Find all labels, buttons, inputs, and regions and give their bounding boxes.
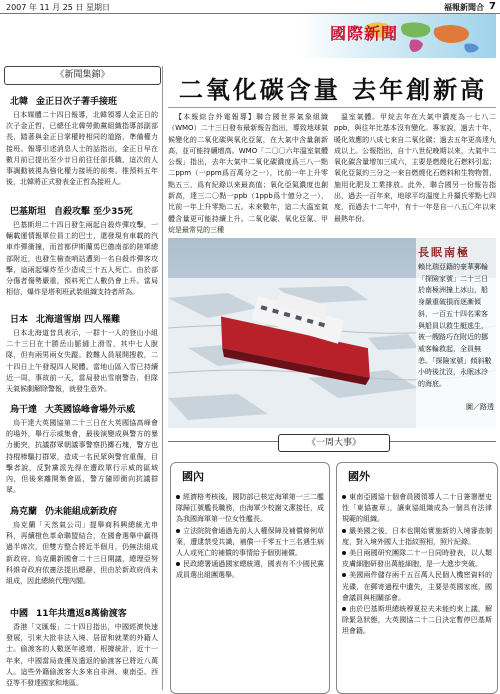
list-item: 由於巴基斯坦總統穆夏拉夫未能約束上議，解除緊急狀態，大英國協二十二日決定暫停巴基斯坦會籍。 (342, 605, 492, 636)
article-headline: 二氧化碳含量 去年創新高 (178, 75, 488, 104)
digest-item-body: 香港「文匯報」二十四日指出，中國經濟快速發展，引來大批非法入境、居留和就業的外籍人士。偷渡客的人數逐年遞增，根據統計，近十一年來，中國當局查獲及遣返的偷渡客已將近八萬人。這些外籍偷渡客大多來自非洲、東南亞、西亞等不發達國家和地區。 (6, 623, 158, 688)
photo-caption-text: 賴比瑞亞籍的豪華郵輪「探險家號」二十三日於南極洲撞上冰山，船身嚴重破損而逐漸傾斜，一百五十四名乘客與船員以救生艇逃生，被一艘路巧在附近的挪威客輪救起，全員無恙。「探險家號」傾斜數小時後沈沒，永眠冰冷的海底。 (418, 263, 492, 389)
digest-item-body: 日本媒體二十四日報導，北韓領導人金正日的次子金正哲，已總任北韓勞動黨組織指導部副部長，踏著與金正日掌權時相同的道路，準備權力接班。報導引述消息人士的話指出，金正日早在數月前已提出至少廿日前往任部長職，這次的人事調動被視為強化權力接班的前奏。推預料五年後，北韓將正式發表金正哲為接班人。 (6, 111, 158, 187)
issue-date: 2007 年 11 月 25 日 星期日 (6, 3, 110, 12)
digest-item-place: 巴基斯坦 (10, 207, 47, 217)
digest-item-heading (10, 204, 133, 217)
weekly-section-title: 《一周大事》 (278, 434, 390, 452)
list-item: 經濟格考核後，國防部已核定海軍第一三二艦隊歸江號艦長職務，由海軍少校謝文潔接任，成為我國海軍第一位女性艦長。 (176, 493, 324, 524)
bullet-icon (342, 495, 346, 499)
article-body-col2: 溫室氣體。甲烷去年在大氣中濃度為一七八二ppb，與往年比基本沒有變化。專家說，過去十年，暖化效應的八成七來自二氧化碳；過去五年更高達九成以上。公報指出，自十八世紀晚期以來，大氣中二氧化碳含量增加三成六，主要是燃燒化石燃料引起；氧化亞氮約三分之一來自燃燒化石燃料和生物物質、施用化肥及工業排放。此外，聯合國另一份報告指出，過去一百年來，地球平均溫度上升攝氏零點七四度，而過去十二年中，有十一年是自一八五〇年以來最熱年份。 (334, 113, 496, 223)
bullet-icon (342, 607, 346, 611)
digest-item-place: 烏干達 (10, 405, 38, 415)
digest-item-title: 北海道雪崩 四人罹難 (36, 315, 121, 325)
domestic-list (176, 492, 324, 686)
photo-credit: 圖／路透 (466, 403, 494, 411)
page-number: 7 (489, 1, 496, 12)
digest-item-body: 烏干達大英國協第二十三日在大英國協高峰會的場外，舉行示威集會，最後演變成與警方的暴力衝突，抗議群眾朝議事警察扔擲石塊，警方也持棍棒驅打群眾，造成一名民眾與警官重傷，目擊者說，反對黨派先得在遭政單行示威的區域內，但後來離開集會區，警方隨即衝向抗議群眾。 (6, 419, 158, 495)
news-digest-column (4, 66, 159, 690)
digest-item-heading (10, 606, 127, 619)
list-item: 立法院院會通過先前人人權保障及補償條例草案，遭逮禁受共識，補償一千零五十三名遇生病人人或死亡的補償的事情給予個別補償。 (176, 526, 324, 558)
digest-item-heading (10, 312, 120, 325)
paper-name: 福報新聞合 (444, 3, 484, 12)
digest-item-place: 中國 (10, 609, 29, 619)
bullet-icon (342, 529, 346, 533)
bullet-icon (176, 562, 180, 566)
bullet-icon (342, 573, 346, 577)
photo-caption-title: 長眠南極 (418, 246, 470, 259)
foreign-heading: 國外 (348, 470, 370, 483)
digest-item-body: 日本北海道昔具表示，一群十一人的登山小組二十三日在十勝岳山脈縫上滑雪，其中七人脫隊，但有兩男兩女失蹤。救難人員展開搜救，二十四日上午發現四人屍體。當地山區入雪已持續近一周，事故前一天，當局發出雪崩警告，但隊天氣候劇解除警報，就發生意外。 (6, 329, 158, 394)
digest-item-heading (10, 402, 135, 415)
list-item: 東南亞國協十個會員國領導人二十日簽署歷史性「東協憲章」，讓東協組織成為一個具有法律規範的組織。 (342, 493, 492, 524)
bullet-icon (176, 529, 180, 533)
list-item: 嚴美國之後，日本也開始實施新的入境審查制度，對入境外國人士指紋照相，照片紀錄。 (342, 526, 492, 546)
bullet-icon (342, 551, 346, 555)
digest-item-body: 烏克蘭「天然氣公司」提舉商科興總統尤申科，再續橙色革命聯盟結合，在國會選舉中贏得過半席次，但雙方整合將近半個月，仍無法組成新政府。烏克蘭新國會二十三日開議，總理亞努科維奇政府依憲法提出總辭，但由於新政府尚未組成，因此總統代理內閣。 (6, 521, 158, 586)
digest-item-heading (10, 504, 117, 517)
list-item: 美日兩國研究團隊二十一日同時發表，以人類皮膚細胞研發出萬能細胞，是一大進步突破。 (342, 549, 492, 569)
column-divider (162, 66, 163, 690)
digest-item-heading (10, 94, 117, 107)
list-item: 美國兩件儲存兩千五百萬人民個人機密資料的光碟，在郵寄過程中遺失，主要是英國家庭，國會議員與相關部會。 (342, 571, 492, 602)
digest-item-title: 金正日次子著手接班 (36, 97, 118, 107)
domestic-heading: 國內 (182, 470, 204, 483)
digest-item-place: 烏克蘭 (10, 507, 38, 517)
digest-item-place: 北韓 (10, 97, 29, 107)
digest-item-title: 仍未能組成新政府 (45, 507, 118, 517)
digest-item-title: 11年共遣返8萬偷渡客 (36, 609, 127, 619)
digest-item-body: 巴基斯坦二十四日發生兩起自殺炸彈攻擊，一輛載運情報單位員工的巴士，還發現有車載的汽車炸彈衝撞，而首都伊斯蘭馬巴德南部的陸軍總部附近，也發生檢查哨站遭到一名自殺炸彈客攻擊，這兩起爆炸至少造成三十五人死亡。由於部分傷者傷勢嚴重，預料死亡人數仍會上升。當局相信，爆炸是塔利班武裝組織支持者所為。 (6, 221, 158, 297)
headline-rule (168, 107, 496, 108)
digest-item-title: 大英國協峰會場外示威 (45, 405, 136, 415)
digest-item-title: 自殺攻擊 至少35死 (54, 207, 133, 217)
bullet-icon (176, 495, 180, 499)
section-title: 國際新聞 (330, 24, 399, 43)
article-body-col1: 【本報綜合外電報導】聯合國世界氣象組織（WMO）二十三日發布最新報告指出，導致地球氣候變化的二氧化碳與氧化亞氮，在大氣中含量創新高，並可能持續增高。WMO「二〇〇六年溫室氣體公報」指出，去年大氣中二氧化碳濃度爲三八一點二ppm（一ppm爲百萬分之一），比前一年上升零點五三，爲有紀錄以來最高值；氧化亞氮濃度也創新高，達三二〇點一ppb（1ppb爲十億分之一），比前一年上升零點二五。未來數年，這二大溫室氣體含量更可能持續上升。二氧化碳、氧化亞氮、甲烷是最常見的三種 (168, 113, 328, 234)
digest-section-title: 《新聞集錦》 (4, 66, 161, 85)
digest-item-place: 日本 (10, 315, 29, 325)
foreign-list (342, 492, 492, 686)
list-item: 民政總署通過國家總統選，國表有不少國民黨成員選出組團選舉。 (176, 560, 324, 580)
